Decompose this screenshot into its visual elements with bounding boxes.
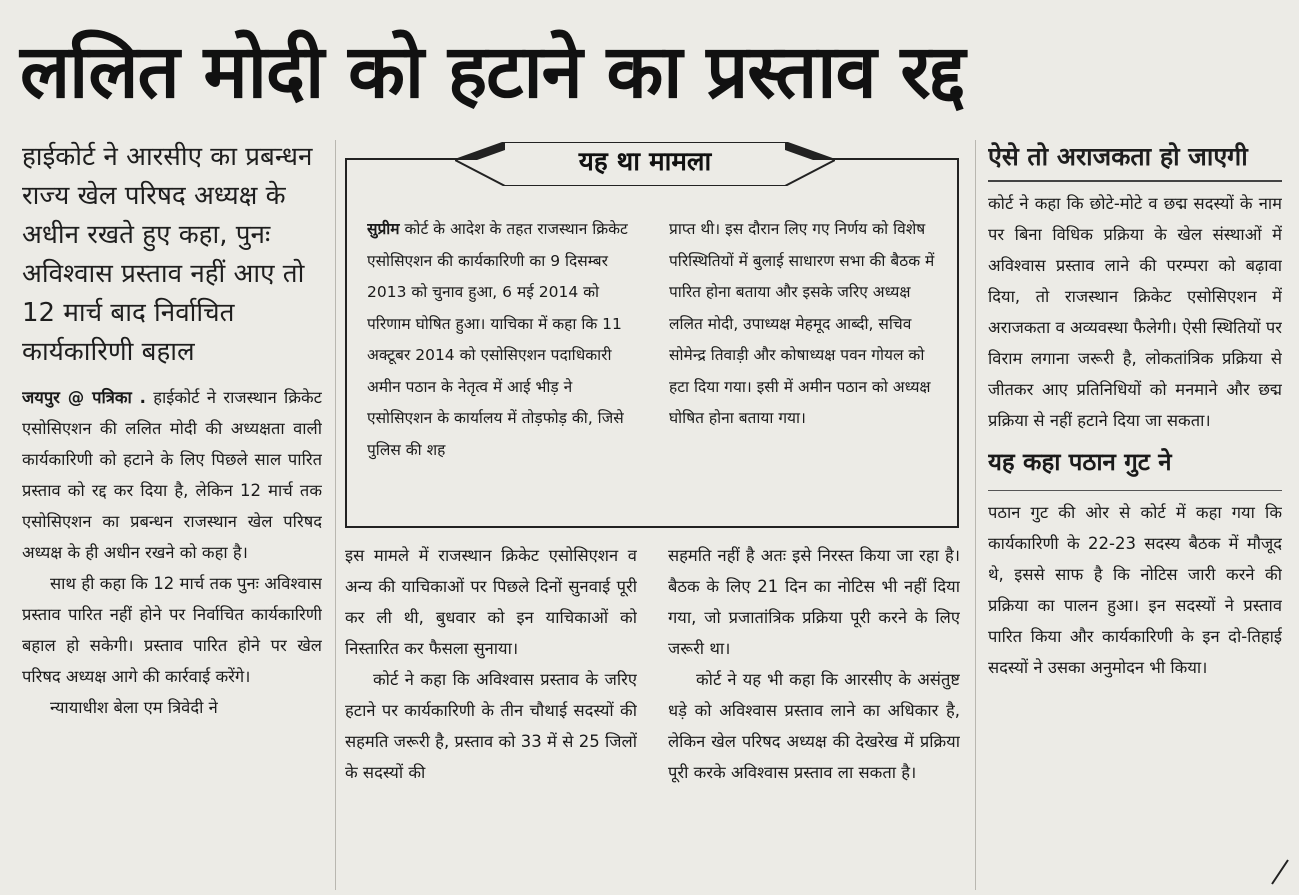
box-column-1 <box>367 214 637 466</box>
box-column-2: प्राप्त थी। इस दौरान लिए गए निर्णय को विशेष परिस्थितियों में बुलाई साधारण सभा की बैठक में पारित होना बताया और इसके जरिए अध्यक्ष ललित मोदी, उपाध्यक्ष मेहमूद आब्दी, सचिव सोमेन्द्र तिवाड़ी और कोषाध्यक्ष पवन गोयल को हटा दिया गया। इसी में अमीन पठान को अध्यक्ष घोषित होना बताया गया। <box>669 220 935 427</box>
paragraph: पठान गुट की ओर से कोर्ट में कहा गया कि कार्यकारिणी के 22-23 सदस्य बैठक में मौजूद थे, इससे साफ है कि नोटिस जारी करने की प्रक्रिया का पालन हुआ। इन सदस्यों ने प्रस्ताव पारित किया और कार्यकारिणी के इन दो-तिहाई सदस्यों ने उसका अनुमोदन भी किया। <box>988 503 1282 677</box>
column-separator <box>975 140 976 890</box>
paragraph: कोर्ट ने कहा कि अविश्वास प्रस्ताव के जरिए हटाने पर कार्यकारिणी के तीन चौथाई सदस्यों की सहमति जरूरी है, प्रस्ताव को 33 में से 25 जिलों के सदस्यों की <box>345 670 637 782</box>
paragraph: सहमति नहीं है अतः इसे निरस्त किया जा रहा है। बैठक के लिए 21 दिन का नोटिस भी नहीं दिया गया, जो प्रजातांत्रिक प्रक्रिया पूरी करने के लिए जरूरी था। <box>668 546 960 658</box>
lead-paragraph <box>22 382 322 568</box>
box-title-tab <box>455 142 835 186</box>
center-right-column <box>668 540 960 890</box>
paragraph: कोर्ट ने यह भी कहा कि आरसीए के असंतुष्ट धड़े को अविश्वास प्रस्ताव लाने का अधिकार है, लेकिन खेल परिषद अध्यक्ष की देखरेख में प्रक्रिया पूरी करके अविश्वास प्रस्ताव ला सकता है। <box>668 670 960 782</box>
middle-column <box>345 540 637 890</box>
paragraph: इस मामले में राजस्थान क्रिकेट एसोसिएशन व अन्य की याचिकाओं पर पिछले दिनों सुनवाई पूरी कर ली थी, बुधवार को इन याचिकाओं को निस्तारित कर फैसला सुनाया। <box>345 546 637 658</box>
end-mark-icon <box>1268 858 1292 886</box>
sidebar-heading-pathan-group: यह कहा पठान गुट ने <box>988 448 1172 476</box>
headline: ललित मोदी को हटाने का प्रस्ताव रद्द <box>20 29 965 115</box>
subheadline: हाईकोर्ट ने आरसीए का प्रबन्धन राज्य खेल परिषद अध्यक्ष के अधीन रखते हुए कहा, पुनः अविश्वास प्रस्ताव नहीं आए तो 12 मार्च बाद निर्वाचित कार्यकारिणी बहाल <box>22 142 313 367</box>
sidebar-heading-anarchy: ऐसे तो अराजकता हो जाएगी <box>988 142 1248 171</box>
box-lead-word: सुप्रीम <box>367 220 400 238</box>
column-separator <box>335 140 336 890</box>
right-column <box>988 140 1282 890</box>
paragraph: कोर्ट ने कहा कि छोटे-मोटे व छद्म सदस्यों के नाम पर बिना विधिक प्रक्रिया के खेल संस्थाओं में अविश्वास प्रस्ताव लाने की परम्परा को बढ़ावा दिया, तो राजस्थान क्रिकेट एसोसिएशन में अराजकता व अव्यवस्था फैलेगी। ऐसी स्थितियों पर विराम लगाना जरूरी है, लोकतांत्रिक प्रक्रिया से जीतकर आए प्रतिनिधियों को मनमाने और छद्म प्रक्रिया से नहीं हटाने दिया जा सकता। <box>988 194 1282 430</box>
paragraph: न्यायाधीश बेला एम त्रिवेदी ने <box>50 698 218 717</box>
left-column <box>22 138 322 890</box>
heading-rule <box>988 180 1282 182</box>
dateline: जयपुर @ पत्रिका . <box>22 388 146 407</box>
box-column-1-text: कोर्ट के आदेश के तहत राजस्थान क्रिकेट एसोसिएशन की कार्यकारिणी का 9 दिसम्बर 2013 को चुनाव हुआ, 6 मई 2014 को परिणाम घोषित हुआ। याचिका में कहा कि 11 अक्टूबर 2014 को एसोसिएशन पदाधिकारी अमीन पठान के नेतृत्व में आई भीड़ ने एसोसिएशन के कार्यालय में तोड़फोड़ की, जिसे पुलिस की शह <box>367 220 628 459</box>
paragraph: साथ ही कहा कि 12 मार्च तक पुनः अविश्वास प्रस्ताव पारित नहीं होने पर निर्वाचित कार्यकारिणी बहाल हो सकेगी। प्रस्ताव पारित होने पर खेल परिषद अध्यक्ष आगे की कार्रवाई करेंगे। <box>22 574 322 686</box>
heading-rule <box>988 490 1282 491</box>
case-background-box <box>345 147 959 528</box>
box-title: यह था मामला <box>578 147 712 177</box>
lead-paragraph-text: हाईकोर्ट ने राजस्थान क्रिकेट एसोसिएशन की ललित मोदी की अध्यक्षता वाली कार्यकारिणी को हटाने के लिए पिछले साल पारित प्रस्ताव को रद्द कर दिया है, लेकिन 12 मार्च तक एसोसिएशन का प्रबन्धन राजस्थान खेल परिषद अध्यक्ष के ही अधीन रखने को कहा है। <box>22 388 322 562</box>
